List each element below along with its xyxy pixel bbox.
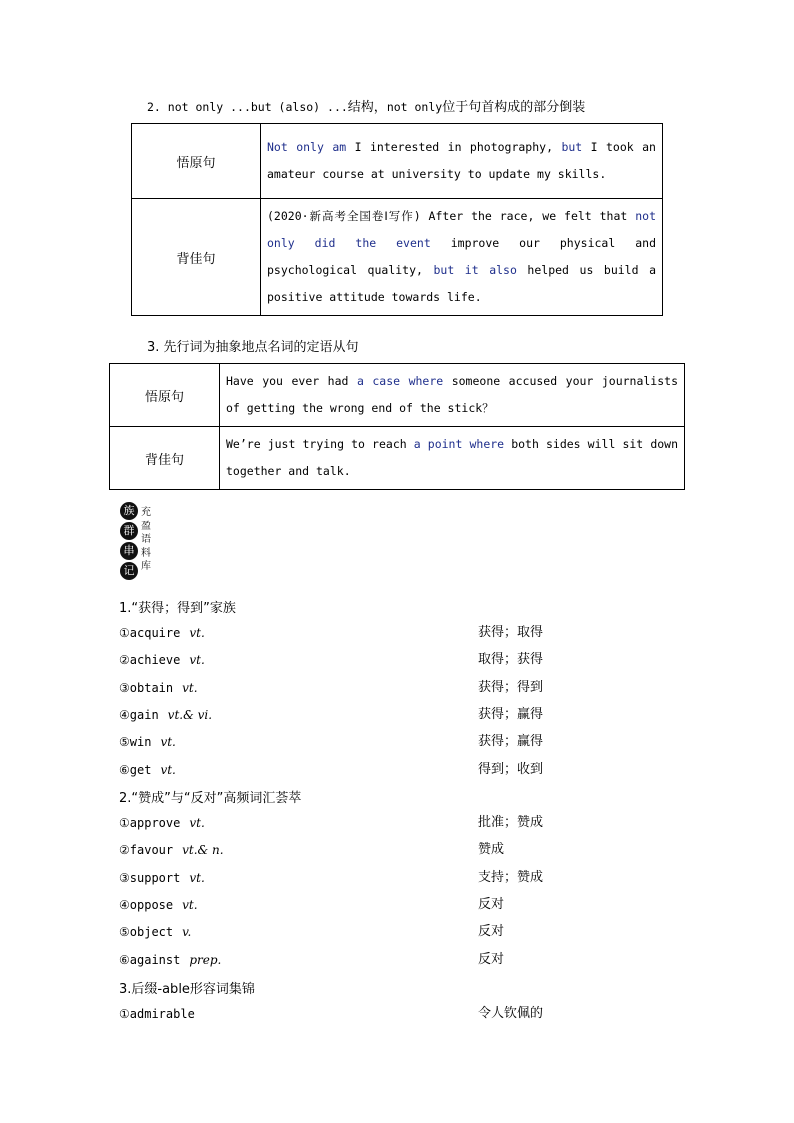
section-2-title: 2. not only ...but (also) ...结构，not only位于句首构成的部分倒装 (147, 100, 586, 115)
part-of-speech: vt. (189, 626, 205, 640)
headword: against (129, 952, 181, 967)
item-number: ① (119, 1007, 130, 1021)
group-title: 2.“赞成”与“反对”高频词汇荟萃 (119, 791, 302, 806)
section-2-table (131, 123, 663, 316)
vocab-word (119, 705, 212, 725)
vocab-item (119, 623, 589, 643)
sentence-text: Have you ever had (226, 374, 357, 388)
part-of-speech: vt. (160, 762, 176, 777)
vocab-word (119, 813, 205, 833)
vocab-word (119, 760, 176, 780)
item-number: ⑥ (119, 762, 130, 777)
vocab-item (119, 732, 589, 752)
key-phrase: the event (355, 236, 431, 250)
seal-character: 串 (120, 542, 138, 560)
vocab-word (119, 732, 176, 752)
part-of-speech: vt.& vi. (167, 707, 213, 722)
headword: oppose (129, 897, 174, 912)
chinese-meaning: 反对 (478, 951, 505, 967)
chinese-meaning: 获得；得到 (478, 679, 544, 695)
part-of-speech: prep. (189, 952, 222, 967)
chinese-meaning: 赞成 (478, 842, 505, 858)
part-of-speech: vt.& n. (182, 843, 224, 858)
chinese-meaning: 批准；赞成 (478, 815, 544, 830)
item-number: ④ (119, 707, 130, 722)
sentence-text: helped us build a positive attitude towards life. (267, 263, 656, 304)
sentence-text: improve our physical and psychological quality, (267, 236, 657, 277)
seal-character: 族 (120, 502, 138, 520)
item-number: ③ (119, 680, 130, 695)
chinese-meaning: 令人钦佩的 (478, 1006, 544, 1021)
headword: favour (129, 843, 174, 858)
vocab-word (119, 840, 224, 860)
chinese-meaning: 得到；收到 (478, 761, 544, 777)
sentence-text: After the race, we felt that (420, 209, 636, 223)
example-sentence (261, 199, 663, 316)
vocab-item (119, 840, 589, 860)
headword: admirable (129, 1007, 195, 1021)
seal-character: 记 (120, 562, 138, 580)
example-sentence (220, 364, 685, 427)
seal-vertical-text: 充盈语料库 (141, 507, 151, 572)
chinese-meaning: 取得；获得 (478, 652, 544, 668)
item-number: ② (119, 653, 130, 668)
key-phrase: but (561, 140, 583, 154)
vocab-item (119, 813, 589, 833)
vocab-word (119, 922, 191, 942)
headword: get (129, 762, 152, 777)
section-3-title: 3. 先行词为抽象地点名词的定语从句 (147, 340, 359, 355)
group-title: 1.“获得；得到”家族 (119, 601, 236, 616)
headword: gain (129, 707, 159, 722)
chinese-meaning: 获得；取得 (478, 625, 544, 640)
sentence-text: I took an amateur course at university to update my skills. (267, 140, 656, 181)
vocab-item (119, 678, 589, 698)
vocab-word (119, 650, 205, 670)
vocab-item (119, 1004, 589, 1024)
key-phrase: a case where (356, 374, 444, 388)
vocab-word (119, 1004, 195, 1024)
example-sentence (261, 124, 663, 199)
seal-character: 群 (120, 522, 138, 540)
part-of-speech: vt. (189, 653, 205, 668)
item-number: ① (119, 626, 130, 640)
part-of-speech: vt. (182, 680, 198, 695)
part-of-speech: vt. (189, 816, 205, 830)
part-of-speech: vt. (160, 735, 176, 750)
vocab-word (119, 678, 198, 698)
vocab-word (119, 868, 205, 888)
item-number: ⑤ (119, 925, 130, 940)
item-number: ④ (119, 897, 130, 912)
item-number: ⑥ (119, 952, 130, 967)
sentence-text: someone accused your journalists of getting the wrong end of the stick？ (226, 374, 679, 415)
vocab-item (119, 760, 589, 780)
vocab-word (119, 895, 198, 915)
item-number: ③ (119, 870, 130, 885)
item-number: ⑤ (119, 735, 130, 750)
group-memory-seal (120, 502, 160, 586)
chinese-meaning: 获得；赢得 (478, 706, 544, 722)
key-phrase: a point where (413, 437, 505, 451)
group-title: 3.后缀-able形容词集锦 (119, 982, 255, 997)
table-label-cell: 悟原句 (132, 124, 261, 199)
sentence-text: We’re just trying to reach (226, 437, 414, 451)
table-label-cell: 背佳句 (110, 427, 220, 490)
vocab-item (119, 705, 589, 725)
headword: obtain (129, 680, 174, 695)
chinese-meaning: 获得；赢得 (478, 734, 544, 750)
item-number: ② (119, 843, 130, 858)
chinese-meaning: 反对 (478, 924, 505, 940)
vocab-item (119, 650, 589, 670)
vocab-word (119, 950, 221, 970)
part-of-speech: v. (182, 925, 192, 940)
table-label-cell: 背佳句 (132, 199, 261, 316)
vocab-item (119, 950, 589, 970)
sentence-text: I interested in photography, (346, 140, 562, 154)
key-phrase: Not only am (267, 140, 347, 154)
part-of-speech: vt. (189, 870, 205, 885)
headword: object (129, 925, 174, 940)
headword: acquire (129, 626, 181, 640)
item-number: ① (119, 816, 130, 830)
chinese-meaning: 反对 (478, 896, 505, 912)
headword: achieve (129, 653, 181, 668)
example-sentence (220, 427, 685, 490)
sentence-text: both sides will sit down together and talk. (226, 437, 679, 478)
chinese-meaning: 支持；赞成 (478, 869, 544, 885)
section-3-table (109, 363, 685, 490)
key-phrase: not only did (267, 209, 656, 250)
headword: approve (129, 816, 181, 830)
headword: support (129, 870, 181, 885)
vocab-item (119, 895, 589, 915)
vocab-item (119, 922, 589, 942)
key-phrase: but it also (433, 263, 517, 277)
table-label-cell: 悟原句 (110, 364, 220, 427)
headword: win (129, 735, 152, 750)
vocab-word (119, 623, 205, 643)
sentence-text (335, 236, 355, 250)
vocab-item (119, 868, 589, 888)
sentence-text: (2020·新高考全国卷Ⅰ写作) (267, 209, 421, 223)
part-of-speech: vt. (182, 897, 198, 912)
